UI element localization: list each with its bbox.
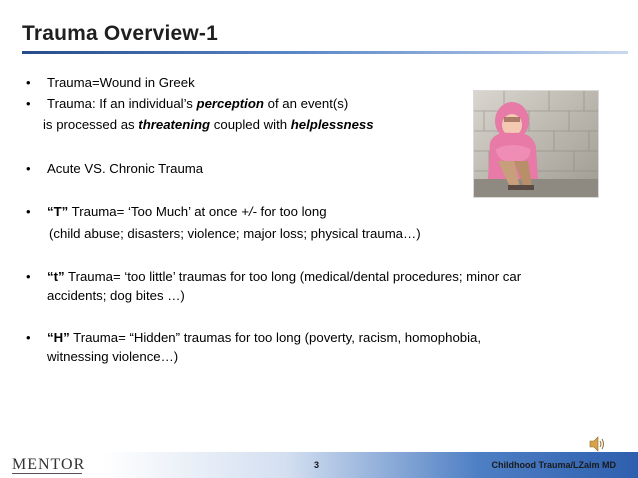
mentor-logo-underline <box>12 473 82 474</box>
child-photo <box>473 90 599 198</box>
bullet-item-6 <box>47 329 481 347</box>
bullet-text: Trauma= “Hidden” traumas for too long (poverty, racism, homophobia, <box>69 330 482 345</box>
bullet-text-emphasis: +/- <box>241 204 257 219</box>
mentor-logo: MENTOR <box>12 456 86 473</box>
bullet-text-emphasis: “T” <box>47 204 69 219</box>
bullet-text: witnessing violence…) <box>47 349 179 364</box>
bullet-text-emphasis: threatening <box>138 117 211 132</box>
bullet-item-1 <box>47 74 195 92</box>
bullet-item-5 <box>47 268 521 286</box>
bullet-item-6-wrap <box>47 348 178 366</box>
speaker-icon[interactable] <box>588 436 606 452</box>
bullet-text-emphasis: “H” <box>47 330 70 345</box>
bullet-text: accidents; dog bites …) <box>47 288 185 303</box>
bullet-text-emphasis: perception <box>196 96 264 111</box>
bullet-item-3 <box>47 160 203 178</box>
bullet-item-2-continuation <box>43 116 374 134</box>
bullet-item-4 <box>47 203 327 221</box>
bullet-text: of an event(s) <box>263 96 349 111</box>
bullet-marker: • <box>26 269 31 284</box>
bullet-text: coupled with <box>210 117 291 132</box>
page-number: 3 <box>314 460 320 470</box>
bullet-text-emphasis: “t” <box>47 269 65 284</box>
bullet-text: Trauma: If an individual’s <box>47 96 197 111</box>
bullet-marker: • <box>26 75 31 90</box>
bullet-marker: • <box>26 204 31 219</box>
slide-title: Trauma Overview-1 <box>22 22 218 45</box>
bullet-text: Trauma= ‘Too Much’ at once <box>68 204 242 219</box>
bullet-text: is processed as <box>43 117 139 132</box>
bullet-marker: • <box>26 161 31 176</box>
child-photo-illustration <box>474 91 598 197</box>
bullet-text: (child abuse; disasters; violence; major loss; physical trauma…) <box>49 226 421 241</box>
bullet-text: Acute VS. Chronic Trauma <box>47 161 204 176</box>
bullet-text: Trauma= ‘too little’ traumas for too long (medical/dental procedures; minor car <box>64 269 522 284</box>
bullet-text: Trauma=Wound in Greek <box>47 75 195 90</box>
bullet-item-4-continuation <box>49 225 421 243</box>
bullet-marker: • <box>26 96 31 111</box>
bullet-item-5-wrap <box>47 287 185 305</box>
bullet-marker: • <box>26 330 31 345</box>
footer-credit: Childhood Trauma/LZaim MD <box>491 460 616 470</box>
bullet-text-emphasis: helplessness <box>290 117 374 132</box>
bullet-item-2 <box>47 95 348 113</box>
bullet-text: for too long <box>256 204 327 219</box>
